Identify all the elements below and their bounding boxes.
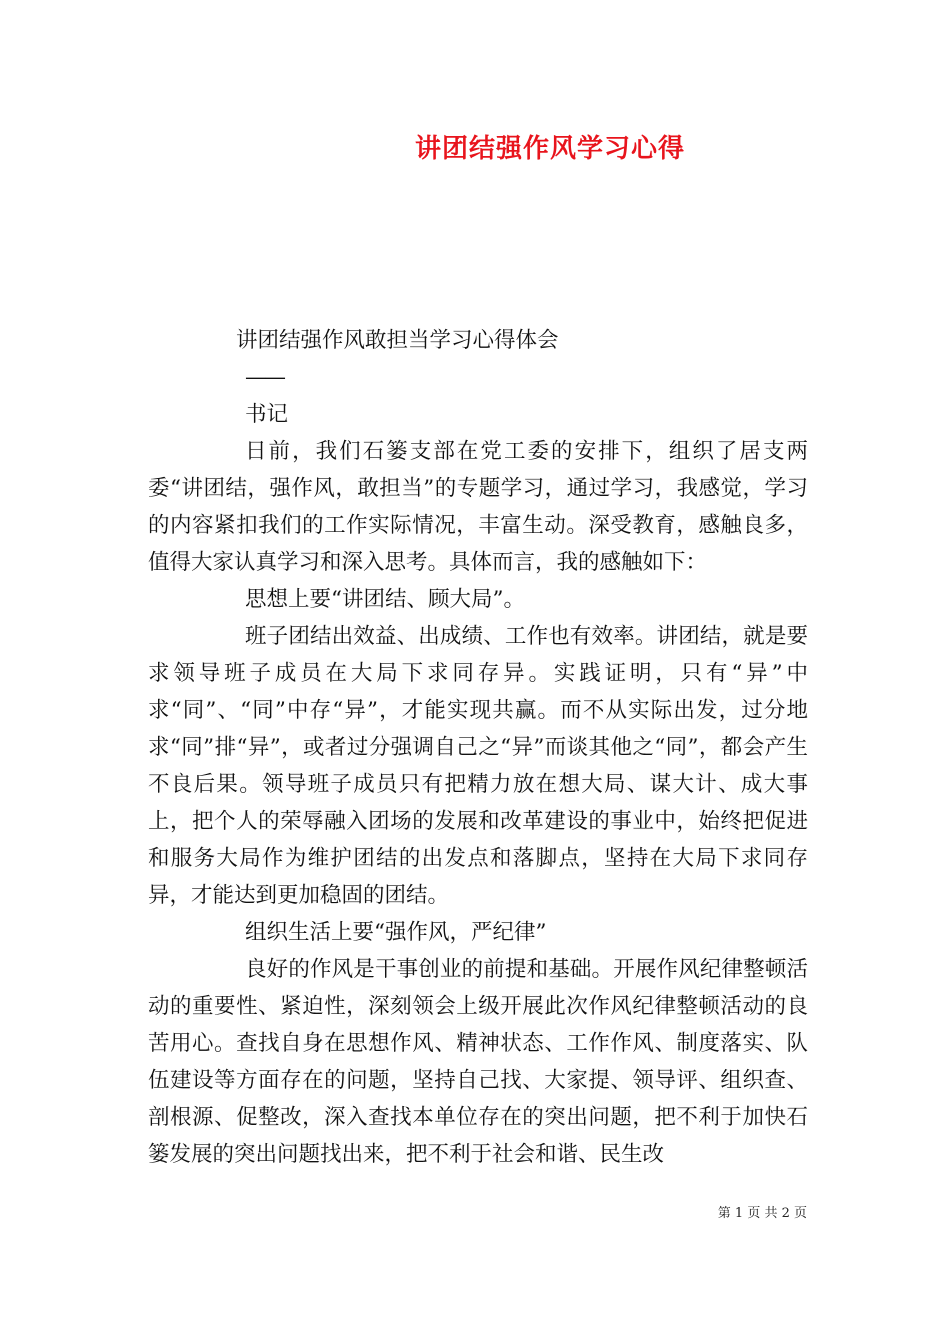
paragraph-intro: 日前，我们石篓支部在党工委的安排下，组织了居支两委“讲团结，强作风，敢担当”的专题学习，通过学习，我感觉，学习的内容紧扣我们的工作实际情况，丰富生动。深受教育，感触良多，值得大家认真学习和深入思考。具体而言，我的感触如下： bbox=[148, 439, 808, 575]
document-body bbox=[148, 322, 808, 1173]
section-heading-unity: 思想上要“讲团结、顾大局”。 bbox=[245, 587, 525, 612]
document-title: 讲团结强作风学习心得 bbox=[414, 134, 685, 164]
paragraph-unity: 班子团结出效益、出成绩、工作也有效率。讲团结，就是要求领导班子成员在大局下求同存异。实践证明，只有“异”中求“同”、“同”中存“异”，才能实现共赢。而不从实际出发，过分地求“同”排“异”，或者过分强调自己之“异”而谈其他之“同”，都会产生不良后果。领导班子成员只有把精力放在想大局、谋大计、成大事上，把个人的荣辱融入团场的发展和改革建设的事业中，始终把促进和服务大局作为维护团结的出发点和落脚点，坚持在大局下求同存异，才能达到更加稳固的团结。 bbox=[148, 624, 808, 908]
section-heading-style: 组织生活上要“强作风，严纪律” bbox=[245, 920, 547, 945]
page-footer: 第 1 页 共 2 页 bbox=[717, 1206, 807, 1221]
paragraph-style: 良好的作风是干事创业的前提和基础。开展作风纪律整顿活动的重要性、紧迫性，深刻领会上级开展此次作风纪律整顿活动的良苦用心。查找自身在思想作风、精神状态、工作作风、制度落实、队伍建设等方面存在的问题，坚持自己找、大家提、领导评、组织查、剖根源、促整改，深入查找本单位存在的突出问题，把不利于加快石篓发展的突出问题找出来，把不利于社会和谐、民生改 bbox=[148, 957, 808, 1167]
dash-line: —— bbox=[245, 365, 284, 390]
author-role: 书记 bbox=[245, 402, 289, 427]
document-subtitle: 讲团结强作风敢担当学习心得体会 bbox=[236, 328, 559, 353]
